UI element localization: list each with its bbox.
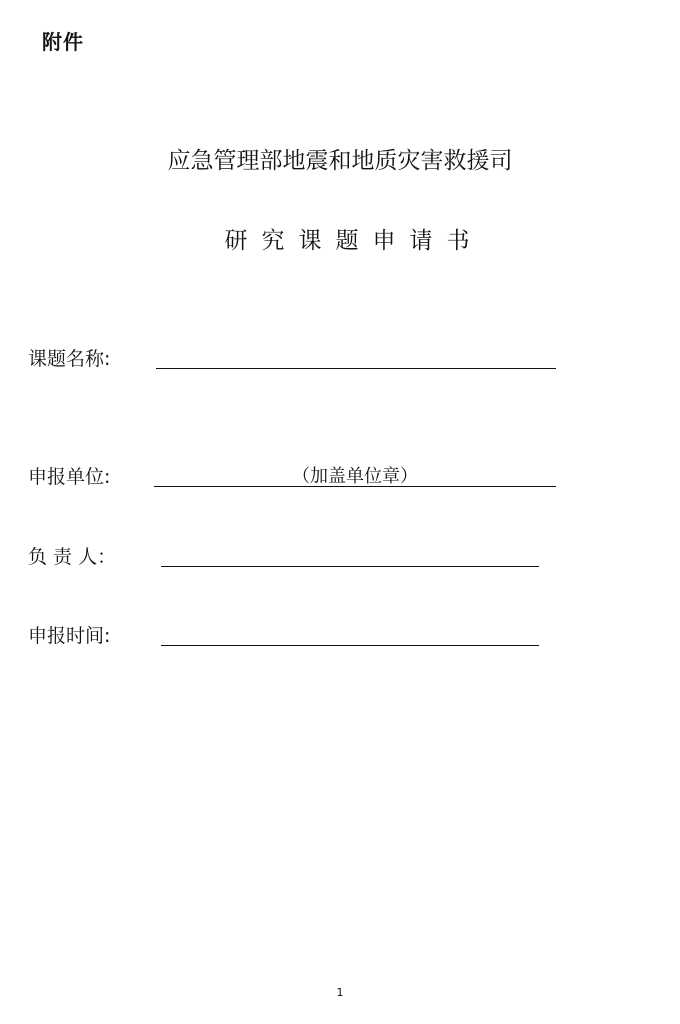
topic-name-label: 课题名称: [28,348,111,370]
topic-name-field[interactable] [156,344,556,369]
responsible-person-row [28,542,568,572]
application-date-label: 申报时间: [28,625,111,647]
applicant-unit-row [28,462,568,492]
page-number: 1 [336,986,344,999]
applicant-unit-label: 申报单位: [28,466,111,488]
responsible-person-field[interactable] [161,542,539,567]
document-title: 研究课题申请书 [224,228,484,254]
organization-title: 应急管理部地震和地质灾害救援司 [167,148,513,174]
application-date-row [28,621,568,651]
application-date-field[interactable] [161,621,539,646]
topic-name-row [28,344,568,374]
responsible-person-label: 负 责 人： [28,546,117,568]
applicant-unit-field[interactable]: （加盖单位章） [154,462,556,487]
attachment-label: 附件 [42,30,84,54]
